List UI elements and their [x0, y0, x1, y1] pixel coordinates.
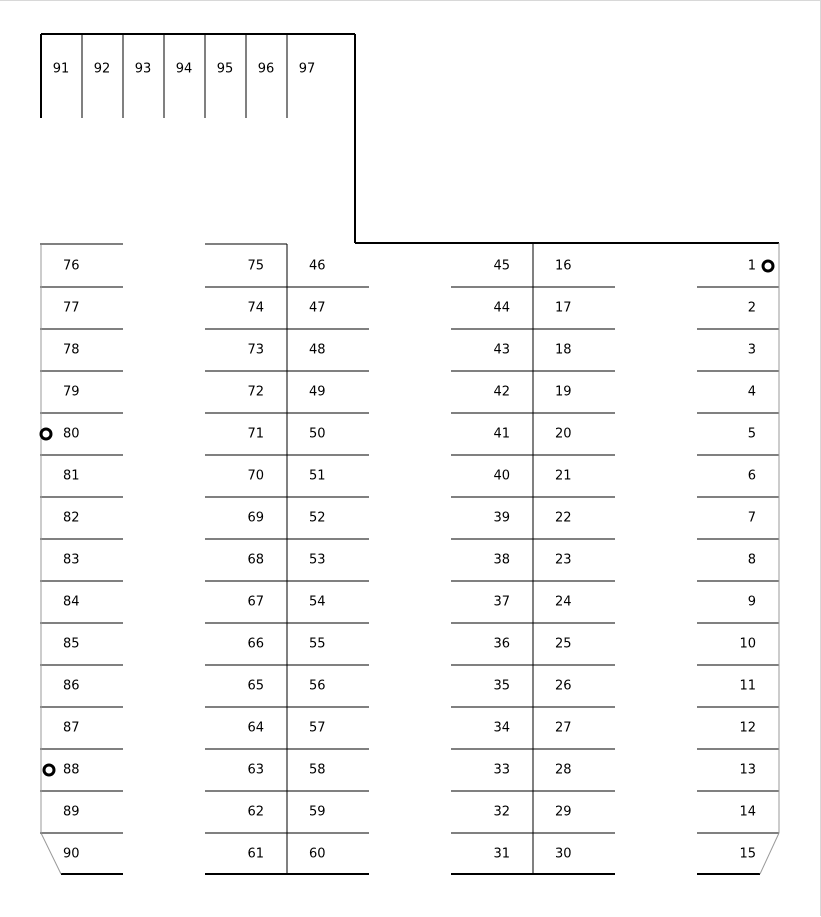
stall-label-58: 58 — [309, 762, 326, 778]
stall-label-53: 53 — [309, 552, 326, 568]
stall-label-21: 21 — [555, 468, 572, 484]
stall-label-84: 84 — [63, 594, 80, 610]
stall-label-95: 95 — [216, 61, 234, 77]
stall-label-72: 72 — [247, 384, 264, 400]
stall-label-19: 19 — [555, 384, 572, 400]
stall-label-93: 93 — [134, 61, 152, 77]
stall-label-48: 48 — [309, 342, 326, 358]
stall-label-67: 67 — [247, 594, 264, 610]
stall-label-91: 91 — [52, 61, 70, 77]
stall-label-31: 31 — [493, 846, 510, 862]
stall-label-80: 80 — [63, 426, 80, 442]
stall-label-28: 28 — [555, 762, 572, 778]
stall-label-57: 57 — [309, 720, 326, 736]
stall-label-37: 37 — [493, 594, 510, 610]
stall-label-51: 51 — [309, 468, 326, 484]
stall-label-54: 54 — [309, 594, 326, 610]
stall-label-44: 44 — [493, 300, 510, 316]
stall-label-85: 85 — [63, 636, 80, 652]
stall-label-76: 76 — [63, 258, 80, 274]
stall-label-79: 79 — [63, 384, 80, 400]
stall-label-32: 32 — [493, 804, 510, 820]
stall-label-89: 89 — [63, 804, 80, 820]
stall-label-52: 52 — [309, 510, 326, 526]
stall-label-82: 82 — [63, 510, 80, 526]
stall-label-23: 23 — [555, 552, 572, 568]
stall-label-70: 70 — [247, 468, 264, 484]
stall-label-59: 59 — [309, 804, 326, 820]
stall-label-60: 60 — [309, 846, 326, 862]
stall-label-11: 11 — [739, 678, 756, 694]
stall-label-7: 7 — [747, 510, 756, 526]
stall-label-5: 5 — [747, 426, 756, 442]
stall-label-30: 30 — [555, 846, 572, 862]
stall-label-77: 77 — [63, 300, 80, 316]
stall-label-61: 61 — [247, 846, 264, 862]
stall-label-66: 66 — [247, 636, 264, 652]
column-edge — [41, 833, 61, 874]
stall-label-90: 90 — [63, 846, 80, 862]
stall-label-86: 86 — [63, 678, 80, 694]
stall-marker-80 — [41, 429, 51, 439]
stall-label-38: 38 — [493, 552, 510, 568]
stall-label-68: 68 — [247, 552, 264, 568]
stall-label-83: 83 — [63, 552, 80, 568]
stall-marker-88 — [44, 765, 54, 775]
stall-label-62: 62 — [247, 804, 264, 820]
stall-label-20: 20 — [555, 426, 572, 442]
stall-label-39: 39 — [493, 510, 510, 526]
stall-label-41: 41 — [493, 426, 510, 442]
stall-label-35: 35 — [493, 678, 510, 694]
stall-label-42: 42 — [493, 384, 510, 400]
stall-labels — [53, 62, 756, 862]
stall-label-13: 13 — [739, 762, 756, 778]
stall-label-27: 27 — [555, 720, 572, 736]
stall-label-26: 26 — [555, 678, 572, 694]
stall-label-17: 17 — [555, 300, 572, 316]
stall-label-75: 75 — [247, 258, 264, 274]
stall-label-92: 92 — [93, 61, 111, 77]
stall-label-88: 88 — [63, 762, 80, 778]
stall-label-6: 6 — [747, 468, 756, 484]
stall-label-63: 63 — [247, 762, 264, 778]
stall-label-12: 12 — [739, 720, 756, 736]
stall-marker-1 — [763, 261, 773, 271]
stall-label-14: 14 — [739, 804, 756, 820]
layout-lines — [40, 34, 779, 875]
stall-label-49: 49 — [309, 384, 326, 400]
stall-label-65: 65 — [247, 678, 264, 694]
stall-label-2: 2 — [747, 300, 756, 316]
stall-label-22: 22 — [555, 510, 572, 526]
stall-label-10: 10 — [739, 636, 756, 652]
stall-label-47: 47 — [309, 300, 326, 316]
stall-label-16: 16 — [555, 258, 572, 274]
stall-label-43: 43 — [493, 342, 510, 358]
stall-label-46: 46 — [309, 258, 326, 274]
stall-label-24: 24 — [555, 594, 572, 610]
stall-label-87: 87 — [63, 720, 80, 736]
stall-label-29: 29 — [555, 804, 572, 820]
stall-label-34: 34 — [493, 720, 510, 736]
stall-label-56: 56 — [309, 678, 326, 694]
stall-label-50: 50 — [309, 426, 326, 442]
stall-markers — [41, 258, 773, 775]
stall-label-96: 96 — [257, 61, 275, 77]
stall-label-40: 40 — [493, 468, 510, 484]
stall-label-45: 45 — [493, 258, 510, 274]
parking-layout-diagram — [0, 1, 821, 917]
stall-label-15: 15 — [739, 846, 756, 862]
stall-label-3: 3 — [747, 342, 756, 358]
stall-label-4: 4 — [747, 384, 756, 400]
column-edge — [760, 833, 779, 874]
stall-label-97: 97 — [298, 61, 316, 77]
stall-label-25: 25 — [555, 636, 572, 652]
stall-label-18: 18 — [555, 342, 572, 358]
stall-label-55: 55 — [309, 636, 326, 652]
stall-label-1: 1 — [747, 258, 756, 274]
stall-label-9: 9 — [747, 594, 756, 610]
stall-label-8: 8 — [747, 552, 756, 568]
stall-label-74: 74 — [247, 300, 264, 316]
stall-label-73: 73 — [247, 342, 264, 358]
stall-label-36: 36 — [493, 636, 510, 652]
stall-label-71: 71 — [247, 426, 264, 442]
stall-label-78: 78 — [63, 342, 80, 358]
stall-label-69: 69 — [247, 510, 264, 526]
stall-label-81: 81 — [63, 468, 80, 484]
stall-label-94: 94 — [175, 61, 193, 77]
stall-label-33: 33 — [493, 762, 510, 778]
stall-label-64: 64 — [247, 720, 264, 736]
